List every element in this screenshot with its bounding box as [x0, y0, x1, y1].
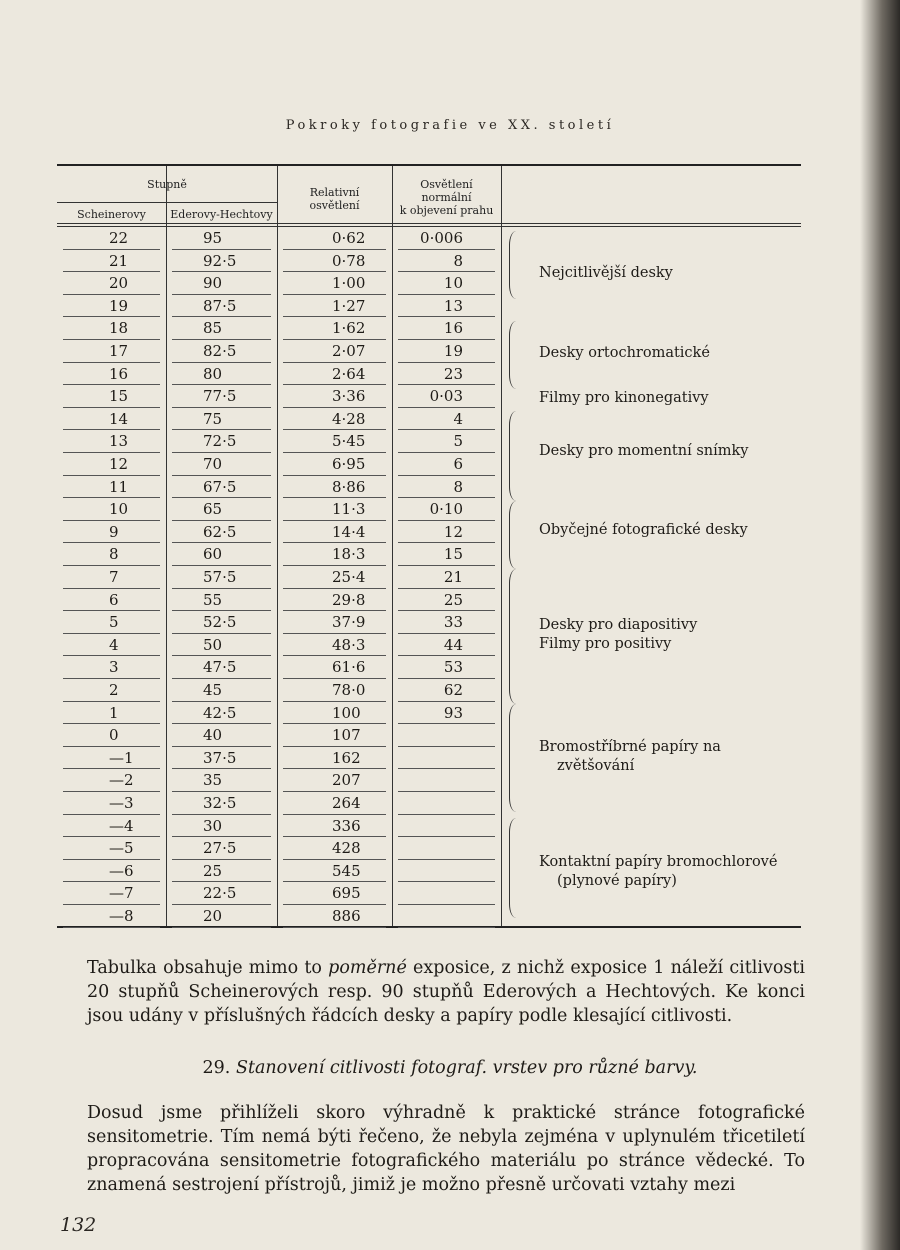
cell-ederovy: 65: [203, 500, 223, 519]
paragraph-table-note: [87, 956, 805, 1028]
cell-scheinerovy: —6: [109, 861, 134, 880]
header-relativni-line: osvětlení: [309, 199, 360, 212]
group-label: Nejcitlivější desky: [539, 265, 673, 281]
running-header: Pokroky fotografie ve XX. století: [285, 118, 615, 133]
header-osvetleni-line: normální: [421, 191, 472, 204]
header-bottom-rule: [57, 223, 801, 224]
cell-relativni: 25·4: [332, 568, 366, 586]
cell-osvetleni: 93: [443, 703, 463, 722]
cell-relativni: 4·28: [332, 409, 366, 428]
group-label: Kontaktní papíry bromochlorové: [539, 854, 778, 870]
cell-osvetleni: 8: [453, 477, 463, 496]
cell-relativni: 336: [332, 816, 361, 835]
brace: [509, 818, 518, 918]
brace: [509, 231, 518, 299]
cell-osvetleni: 15: [443, 545, 463, 564]
cell-osvetleni: 19: [443, 342, 463, 360]
brace: [509, 321, 518, 389]
cell-osvetleni: 0·10: [429, 500, 463, 519]
cell-relativni: 1·27: [332, 296, 366, 315]
cell-ederovy: 22·5: [203, 884, 237, 903]
cell-osvetleni: 53: [443, 658, 463, 677]
cell-relativni: 1·62: [332, 319, 366, 338]
cell-scheinerovy: 4: [109, 635, 119, 654]
cell-scheinerovy: —7: [109, 884, 134, 903]
cell-relativni: 545: [332, 861, 361, 880]
row-rule: [398, 927, 495, 928]
cell-scheinerovy: —5: [109, 839, 134, 858]
brace: [509, 411, 518, 501]
cell-relativni: 3·36: [332, 387, 366, 406]
cell-ederovy: 90: [203, 274, 223, 293]
cell-scheinerovy: 22: [109, 229, 129, 247]
group-diapositivy: [509, 569, 789, 704]
group-label: zvětšování: [557, 758, 635, 774]
group-bromostribrne: [509, 704, 789, 812]
cell-relativni: 2·07: [332, 342, 366, 360]
cell-scheinerovy: 7: [109, 568, 119, 586]
cell-ederovy: 27·5: [203, 839, 237, 858]
header-subdivider: [57, 202, 277, 203]
cell-relativni: 11·3: [332, 500, 366, 519]
cell-osvetleni: 6: [453, 455, 463, 473]
cell-ederovy: 92·5: [203, 251, 237, 270]
header-relativni: [277, 186, 392, 212]
cell-ederovy: 25: [203, 861, 223, 880]
cell-relativni: 6·95: [332, 455, 366, 473]
cell-ederovy: 37·5: [203, 748, 237, 767]
cell-relativni: 886: [332, 907, 361, 925]
sensitometry-table: [57, 164, 801, 928]
cell-scheinerovy: 12: [109, 455, 129, 473]
cell-scheinerovy: 17: [109, 342, 129, 360]
cell-scheinerovy: 11: [109, 477, 129, 496]
cell-scheinerovy: 21: [109, 251, 129, 270]
cell-scheinerovy: —3: [109, 794, 134, 812]
cell-relativni: 207: [332, 771, 361, 790]
cell-scheinerovy: 16: [109, 364, 129, 383]
cell-osvetleni: 25: [443, 590, 463, 609]
cell-osvetleni: 44: [443, 635, 463, 654]
cell-scheinerovy: —8: [109, 907, 134, 925]
header-relativni-line: Relativní: [309, 186, 360, 199]
cell-scheinerovy: 6: [109, 590, 119, 609]
para-text: Tabulka obsahuje mimo to: [87, 958, 329, 978]
cell-scheinerovy: 13: [109, 432, 129, 451]
cell-osvetleni: 33: [443, 613, 463, 632]
cell-osvetleni: 10: [443, 274, 463, 293]
cell-relativni: 1·00: [332, 274, 366, 293]
cell-scheinerovy: 14: [109, 409, 129, 428]
group-label: Filmy pro kinonegativy: [539, 390, 709, 406]
cell-osvetleni: 12: [443, 522, 463, 541]
cell-relativni: 78·0: [332, 681, 366, 699]
cell-scheinerovy: —1: [109, 748, 134, 767]
cell-relativni: 107: [332, 726, 361, 745]
cell-scheinerovy: 10: [109, 500, 129, 519]
header-osvetleni-line: k objevení prahu: [399, 204, 494, 217]
cell-ederovy: 87·5: [203, 296, 237, 315]
group-label: Desky pro diapositivy: [539, 617, 698, 633]
cell-scheinerovy: —2: [109, 771, 134, 790]
cell-osvetleni: 0·006: [420, 229, 463, 247]
cell-relativni: 61·6: [332, 658, 366, 677]
header-ederovy: Ederovy-Hechtovy: [170, 208, 273, 221]
cell-ederovy: 35: [203, 771, 223, 790]
cell-relativni: 0·78: [332, 251, 366, 270]
cell-ederovy: 47·5: [203, 658, 237, 677]
cell-osvetleni: 62: [443, 681, 463, 699]
group-label: Desky ortochromatické: [539, 345, 710, 361]
cell-scheinerovy: 18: [109, 319, 129, 338]
cell-relativni: 264: [332, 794, 361, 812]
cell-relativni: 18·3: [332, 545, 366, 564]
cell-osvetleni: 21: [443, 568, 463, 586]
cell-ederovy: 85: [203, 319, 223, 338]
cell-ederovy: 45: [203, 681, 223, 699]
cell-scheinerovy: 8: [109, 545, 119, 564]
section-number: 29.: [202, 1058, 231, 1078]
group-obycejne: [509, 501, 789, 569]
cell-ederovy: 72·5: [203, 432, 237, 451]
cell-ederovy: 67·5: [203, 477, 237, 496]
brace: [509, 501, 518, 569]
cell-scheinerovy: 15: [109, 387, 129, 406]
cell-scheinerovy: 3: [109, 658, 119, 677]
row-rule: [63, 927, 160, 928]
group-momentni: [509, 411, 789, 501]
cell-ederovy: 75: [203, 409, 223, 428]
header-scheinerovy: Scheinerovy: [77, 208, 146, 221]
cell-ederovy: 62·5: [203, 522, 237, 541]
group-kinonegativy: [509, 389, 789, 411]
cell-osvetleni: 13: [443, 296, 463, 315]
cell-scheinerovy: 9: [109, 522, 119, 541]
brace: [509, 569, 518, 704]
header-osvetleni-line: Osvětlení: [420, 178, 473, 191]
cell-ederovy: 70: [203, 455, 223, 473]
cell-scheinerovy: 1: [109, 703, 119, 722]
cell-relativni: 37·9: [332, 613, 366, 632]
row-rule: [172, 927, 271, 928]
group-label: Desky pro momentní snímky: [539, 443, 749, 459]
para-text: exposice, z nichž exposice 1 náleží citlivosti 20 stupňů Scheinerových resp. 90 stupňů Ederových a Hechtových. Ke konci jsou udány v příslušných řádcích desky a papíry podle klesající citlivosti.: [87, 958, 805, 1026]
group-label: (plynové papíry): [557, 873, 677, 889]
cell-scheinerovy: —4: [109, 816, 134, 835]
cell-osvetleni: 0·03: [429, 387, 463, 406]
cell-relativni: 162: [332, 748, 361, 767]
cell-ederovy: 82·5: [203, 342, 237, 360]
cell-ederovy: 42·5: [203, 703, 237, 722]
header-stupne: Stupně: [147, 178, 187, 191]
group-label: Filmy pro positivy: [539, 636, 672, 652]
cell-ederovy: 57·5: [203, 568, 237, 586]
page-number: 132: [60, 1214, 97, 1236]
cell-relativni: 5·45: [332, 432, 366, 451]
cell-ederovy: 55: [203, 590, 223, 609]
cell-scheinerovy: 19: [109, 296, 129, 315]
cell-relativni: 8·86: [332, 477, 366, 496]
group-ortochromaticke: [509, 321, 789, 389]
cell-scheinerovy: 0: [109, 726, 119, 745]
cell-ederovy: 20: [203, 907, 223, 925]
cell-relativni: 695: [332, 884, 361, 903]
section-title: Stanovení citlivosti fotograf. vrstev pro různé barvy.: [235, 1058, 698, 1078]
cell-relativni: 428: [332, 839, 361, 858]
header-osvetleni: [392, 178, 501, 217]
cell-relativni: 100: [332, 703, 361, 722]
cell-ederovy: 40: [203, 726, 223, 745]
cell-osvetleni: 23: [443, 364, 463, 383]
cell-osvetleni: 16: [443, 319, 463, 338]
group-label: Obyčejné fotografické desky: [539, 522, 748, 538]
cell-relativni: 0·62: [332, 229, 366, 247]
cell-ederovy: 60: [203, 545, 223, 564]
para-italic: poměrné: [328, 958, 407, 978]
group-kontaktni: [509, 818, 789, 918]
cell-ederovy: 52·5: [203, 613, 237, 632]
brace: [509, 704, 518, 812]
cell-ederovy: 80: [203, 364, 223, 383]
section-heading: [0, 1058, 900, 1078]
group-nejcitlivejsi: [509, 231, 789, 299]
cell-osvetleni: 4: [453, 409, 463, 428]
cell-relativni: 48·3: [332, 635, 366, 654]
cell-ederovy: 30: [203, 816, 223, 835]
cell-scheinerovy: 20: [109, 274, 129, 293]
cell-ederovy: 50: [203, 635, 223, 654]
cell-relativni: 14·4: [332, 522, 366, 541]
cell-scheinerovy: 2: [109, 681, 119, 699]
cell-scheinerovy: 5: [109, 613, 119, 632]
cell-ederovy: 77·5: [203, 387, 237, 406]
cell-osvetleni: 8: [453, 251, 463, 270]
cell-ederovy: 32·5: [203, 794, 237, 812]
paragraph-body: Dosud jsme přihlíželi skoro výhradně k praktické stránce fotografické sensitometrie. Tím nemá býti řečeno, že nebyla zejména v uplynulém třicetiletí propracována sensitometrie fotografického materiálu po stránce vědecké. To znamená sestrojení přístrojů, jimiž je možno přesně určovati vztahy mezi: [87, 1103, 805, 1195]
row-rule: [283, 927, 386, 928]
cell-osvetleni: 5: [453, 432, 463, 451]
cell-relativni: 2·64: [332, 364, 366, 383]
cell-ederovy: 95: [203, 229, 223, 247]
cell-relativni: 29·8: [332, 590, 366, 609]
group-label: Bromostříbrné papíry na: [539, 739, 721, 755]
